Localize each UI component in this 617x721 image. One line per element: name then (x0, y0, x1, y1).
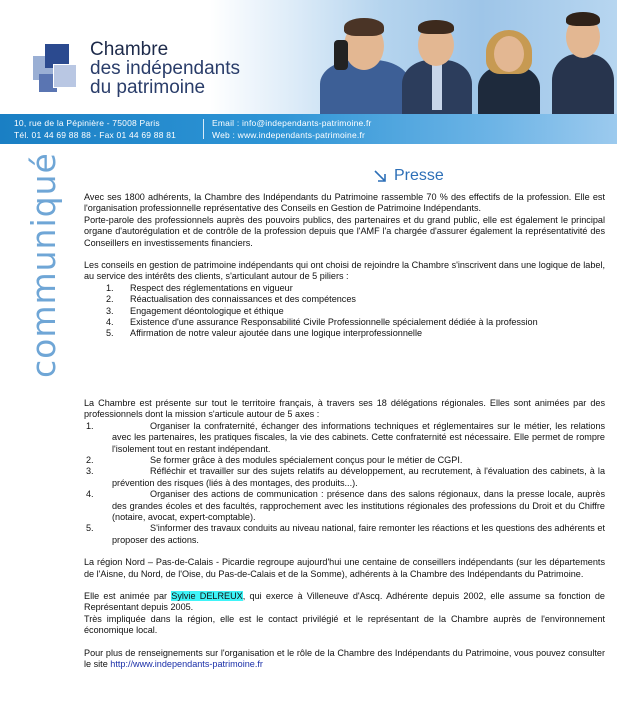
phone-fax-line: Tél. 01 44 69 88 88 - Fax 01 44 69 88 81 (14, 130, 177, 140)
paragraph-regions: La Chambre est présente sur tout le territoire français, à travers ses 18 délégations régionales. Elles sont animées par des professionnels dont la mission s'articule autour de 5 axes : (84, 397, 605, 420)
list-item: 3. Engagement déontologique et éthique (106, 305, 284, 316)
section-heading (372, 167, 444, 185)
header-photo (290, 0, 617, 114)
list-item: 5. Affirmation de notre valeur ajoutée dans une logique interprofessionnelle (106, 328, 423, 339)
arrow-down-right-icon (372, 168, 388, 184)
paragraph-intro: Avec ses 1800 adhérents, la Chambre des Indépendants du Patrimoine rassemble 70 % des effectifs de la profession. Elle est l'organisation professionnelle représentative des Conseils en Gestion de Patrimoine Indépendants. (84, 192, 605, 214)
header-banner (0, 0, 617, 114)
press-release-body (84, 192, 605, 670)
list-item: 5. S'informer des travaux conduits au niveau national, faire remonter les réactions et les questions des adhérents et proposer des actions. (86, 523, 605, 545)
logo-line-1: Chambre (90, 39, 169, 60)
logo-line-3: du patrimoine (90, 77, 206, 98)
pillars-list (84, 283, 605, 340)
list-item: 2. Réactualisation des connaissances et des compétences (106, 294, 356, 305)
letterhead (0, 0, 617, 146)
list-item: 1. Organiser la confraternité, échanger des informations techniques et réglementaires sur le métier, les relations avec les partenaires, les pratiques fiscales, la vie des cabinets. Cette confraternité est nécessaire. Elle permet de rompre l'isolement tout en restant indépendant. (86, 420, 605, 454)
website-link[interactable]: http://www.independants-patrimoine.fr (110, 659, 263, 669)
list-item: 2. Se former grâce à des modules spécialement conçus pour le métier de CGPI. (86, 454, 463, 465)
contact-bar (0, 114, 617, 144)
paragraph-nord: La région Nord – Pas-de-Calais - Picardie regroupe aujourd'hui une centaine de conseillers indépendants (sur les départements de l'Aisne, du Nord, de l'Oise, du Pas-de-Calais et de la Somme), adhérents à la Chambre des Indépendants du Patrimoine. (84, 557, 605, 579)
list-item: 3. Réfléchir et travailler sur des sujets relatifs au développement, au recrutement, à l'évaluation des cabinets, à la prévention des risques (liés à des montages, des produits...). (86, 466, 605, 488)
axes-list (84, 421, 605, 546)
address-line: 10, rue de la Pépinière - 75008 Paris (14, 118, 160, 128)
paragraph-representative: Elle est animée par Sylvie DELREUX, qui exerce à Villeneuve d'Ascq. Adhérente depuis 2002, elle assume sa fonction de Représentant depuis 2005. (84, 590, 605, 613)
web-line: Web : www.independants-patrimoine.fr (212, 130, 366, 140)
list-item: 1. Respect des réglementations en vigueur (106, 282, 293, 293)
paragraph-more-info: Pour plus de renseignements sur l'organisation et le rôle de la Chambre des Indépendants du Patrimoine, vous pouvez consulter le site http://www.independants-patrimoine.fr (84, 647, 605, 669)
paragraph-involvement: Très impliquée dans la région, elle est le contact privilégié et le représentant de la Chambre auprès de l'environnement économique local. (84, 613, 605, 636)
paragraph-pillars-intro: Les conseils en gestion de patrimoine indépendants qui ont choisi de rejoindre la Chambre s'inscrivent dans une logique de label, au service des intérêts des clients, s'articulant autour de 5 piliers : (84, 260, 605, 282)
paragraph-role: Porte-parole des professionnels auprès des pouvoirs publics, des partenaires et du grand public, elle est également le principal organe d'autorégulation et de contrôle de la profession depuis que l'AMF l'a chargée d'assurer également la représentativité des Conseillers en investissements financiers. (84, 214, 605, 248)
highlighted-name: Sylvie DELREUX (171, 590, 243, 601)
online-contacts (212, 117, 372, 141)
list-item: 4. Organiser des actions de communication : présence dans des salons régionaux, dans la presse locale, auprès des grandes écoles et des facultés, rapprochement avec les institutions régionales des professions du Droit et du Chiffre (notaire, avocat, expert-comptable). (86, 489, 605, 522)
contact-divider (203, 119, 204, 139)
email-line: Email : info@independants-patrimoine.fr (212, 118, 372, 128)
list-item: 4. Existence d'une assurance Responsabilité Civile Professionnelle spécialement dédiée à la profession (106, 317, 538, 328)
side-title: communiqué (24, 152, 63, 378)
logo-wordmark (90, 40, 240, 97)
section-label: Presse (394, 167, 444, 184)
logo-line-2: des indépendants (90, 58, 241, 79)
